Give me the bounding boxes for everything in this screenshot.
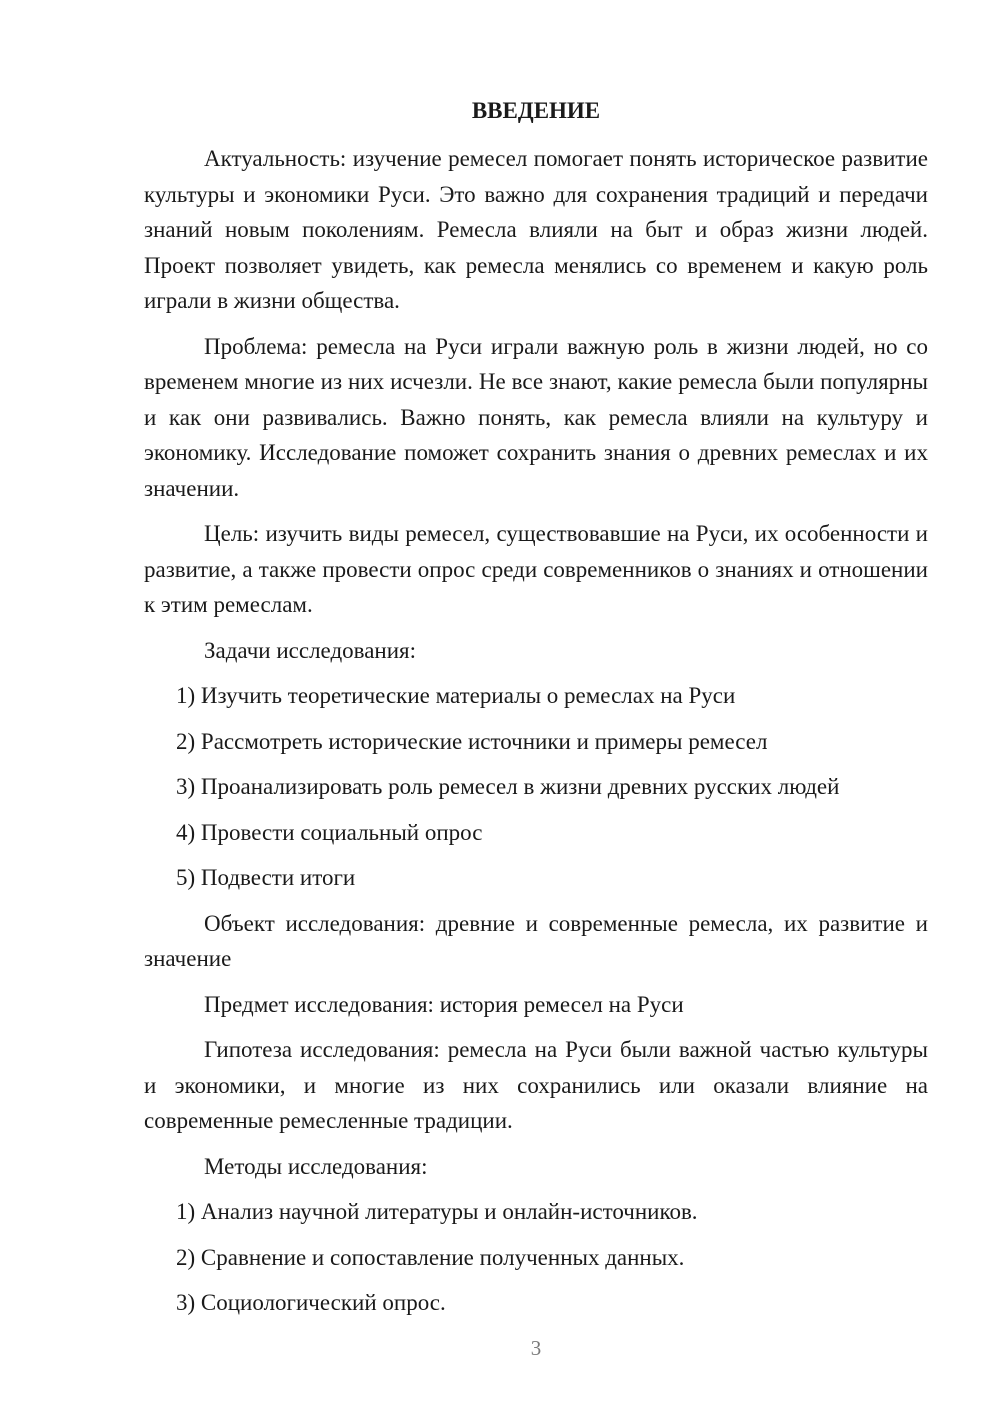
method-item-1: 1) Анализ научной литературы и онлайн-источников.	[176, 1199, 698, 1224]
task-item-5: 5) Подвести итоги	[176, 865, 356, 890]
page-title: ВВЕДЕНИЕ	[471, 98, 601, 123]
goal-paragraph: Цель: изучить виды ремесел, существовавшие на Руси, их особенности и развитие, а также провести опрос среди современников о знаниях и отношении к этим ремеслам.	[144, 521, 928, 617]
hypothesis-paragraph: Гипотеза исследования: ремесла на Руси были важной частью культуры и экономики, и многие из них сохранились или оказали влияние на современные ремесленные традиции.	[144, 1037, 928, 1133]
method-item-3: 3) Социологический опрос.	[176, 1290, 446, 1315]
document-page	[144, 0, 928, 1414]
task-item-3: 3) Проанализировать роль ремесел в жизни древних русских людей	[176, 774, 840, 799]
relevance-paragraph: Актуальность: изучение ремесел помогает понять историческое развитие культуры и экономики Руси. Это важно для сохранения традиций и передачи знаний новым поколениям. Ремесла влияли на быт и образ жизни людей. Проект позволяет увидеть, как ремесла менялись со временем и какую роль играли в жизни общества.	[144, 146, 928, 313]
task-item-4: 4) Провести социальный опрос	[176, 819, 483, 845]
methods-heading: Методы исследования:	[204, 1153, 428, 1179]
problem-paragraph: Проблема: ремесла на Руси играли важную роль в жизни людей, но со временем многие из них исчезли. Не все знают, какие ремесла были популярны и как они развивались. Важно понять, как ремесла влияли на культуру и экономику. Исследование поможет сохранить знания о древних ремеслах и их значении.	[144, 333, 928, 501]
task-item-2: 2) Рассмотреть исторические источники и примеры ремесел	[176, 728, 768, 754]
object-paragraph: Объект исследования: древние и современные ремесла, их развитие и значение	[144, 910, 928, 971]
method-item-2: 2) Сравнение и сопоставление полученных данных.	[176, 1244, 685, 1270]
document-body	[144, 141, 928, 1331]
subject-paragraph: Предмет исследования: история ремесел на Руси	[204, 991, 684, 1017]
page-number: 3	[530, 1336, 542, 1360]
tasks-heading: Задачи исследования:	[204, 637, 417, 663]
task-item-1: 1) Изучить теоретические материалы о ремеслах на Руси	[176, 683, 736, 708]
